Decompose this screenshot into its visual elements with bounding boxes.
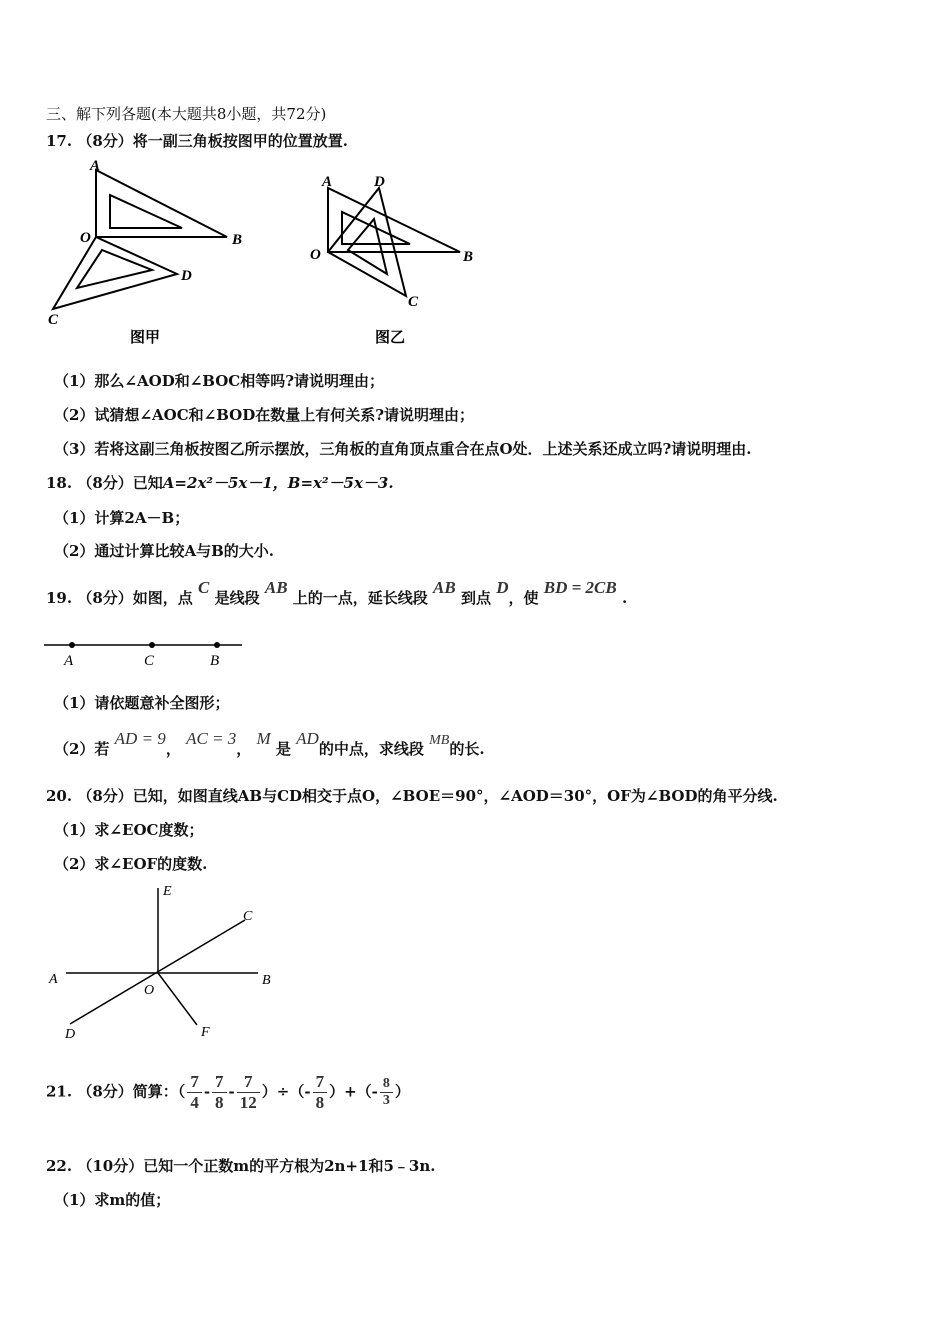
operator: ）+（- (329, 1082, 378, 1101)
text-segment: 上的一点，延长线段 (292, 589, 428, 607)
q20-part-2: （2）求∠EOF的度数. (54, 855, 208, 873)
question-22 (46, 1155, 435, 1176)
label-O: O (310, 247, 321, 263)
fraction-7-12 (237, 1072, 260, 1113)
figure-caption: 图乙 (375, 330, 406, 346)
numerator: 8 (380, 1076, 393, 1093)
math-M: M (256, 729, 271, 748)
math-BD-2CB: BD = 2CB (543, 578, 617, 597)
question-17 (46, 130, 348, 151)
fraction-7-8 (212, 1072, 227, 1113)
question-number: 20. (46, 787, 73, 805)
label-C: C (243, 909, 253, 924)
label-A: A (64, 653, 74, 669)
question-score: （8分） (77, 132, 133, 150)
label-D: D (65, 1027, 76, 1042)
question-number: 22. (46, 1157, 73, 1175)
numerator: 7 (187, 1072, 202, 1093)
denominator: 12 (239, 1093, 257, 1112)
section-title: 三、解下列各题(本大题共8小题，共72分) (46, 105, 327, 123)
numerator: 7 (237, 1072, 260, 1093)
question-21 (46, 1072, 410, 1113)
question-score: （8分） (77, 474, 133, 492)
q19-part-1: （1）请依题意补全图形； (54, 694, 230, 712)
text-segment: 到点 (460, 589, 491, 607)
question-score: （8分） (77, 1082, 133, 1101)
question-number: 17. (46, 132, 73, 150)
math-C: C (198, 578, 210, 597)
text-segment: 是线段 (214, 589, 260, 607)
question-20 (46, 785, 778, 806)
question-number: 19. (46, 589, 73, 607)
fraction-7-8 (313, 1072, 328, 1113)
math-AB: AB (264, 578, 288, 597)
paren: （ (177, 1082, 186, 1101)
math-D: D (496, 578, 509, 597)
label-C: C (408, 294, 419, 310)
question-text: 简算： (132, 1082, 178, 1101)
formula: A=2x²－5x－1，B=x²－5x－3. (162, 474, 394, 492)
fraction-7-4 (187, 1072, 202, 1113)
figure-jia (40, 150, 260, 350)
question-score: （8分） (77, 787, 133, 805)
denominator: 4 (190, 1093, 199, 1112)
label-D: D (181, 268, 192, 284)
question-score: （10分） (77, 1157, 144, 1175)
question-18 (46, 472, 394, 493)
label-B: B (210, 653, 220, 669)
figure-caption: 图甲 (130, 330, 161, 346)
q17-part-3: （3）若将这副三角板按图乙所示摆放，三角板的直角顶点重合在点O处．上述关系还成立吗?请说明理由. (54, 440, 752, 458)
fraction-8-3 (380, 1076, 393, 1109)
q20-part-1: （1）求∠EOC度数； (54, 821, 204, 839)
q18-part-1: （1）计算2A－B； (54, 509, 190, 527)
text-segment: . (621, 589, 628, 607)
text-segment: 的长. (449, 740, 485, 758)
q18-part-2: （2）通过计算比较A与B的大小. (54, 542, 274, 560)
math-AD: AD (296, 729, 319, 748)
label-C: C (144, 653, 155, 669)
numerator: 7 (313, 1072, 328, 1093)
operator: - (203, 1082, 211, 1101)
label-O: O (144, 983, 155, 998)
paren: ） (394, 1082, 410, 1101)
label-F: F (201, 1025, 210, 1040)
question-number: 21. (46, 1082, 73, 1101)
q17-part-1: （1）那么∠AOD和∠BOC相等吗?请说明理由； (54, 372, 385, 390)
question-text: 已知，如图直线AB与CD相交于点O，∠BOE＝90°，∠AOD＝30°，OF为∠BOD的角平分线. (132, 787, 778, 805)
label-O: O (80, 230, 91, 246)
operator: - (228, 1082, 235, 1101)
label-A: A (322, 174, 333, 190)
math-AD-9: AD = 9 (114, 729, 166, 748)
q17-part-2: （2）试猜想∠AOC和∠BOD在数量上有何关系?请说明理由； (54, 406, 475, 424)
text-segment: （2）若 (54, 740, 110, 758)
label-C: C (48, 312, 59, 328)
numerator: 7 (212, 1072, 227, 1093)
math-MB: MB (429, 733, 450, 748)
text-segment: 是 (275, 740, 291, 758)
question-score: （8分） (77, 589, 133, 607)
question-number: 18. (46, 474, 73, 492)
question-19 (46, 578, 628, 608)
text-segment: ， (165, 740, 181, 758)
label-B: B (262, 973, 271, 988)
math-AC-3: AC = 3 (186, 729, 237, 748)
label-D: D (374, 174, 385, 190)
text-segment: 的中点，求线段 (318, 740, 424, 758)
denominator: 8 (215, 1093, 224, 1112)
question-text: 将一副三角板按图甲的位置放置. (132, 132, 349, 150)
figure-yi (300, 165, 500, 350)
denominator: 3 (382, 1093, 390, 1108)
text-segment: 如图，点 (132, 589, 193, 607)
question-text: 已知 (132, 474, 163, 492)
text-segment: ， (236, 740, 252, 758)
q22-part-1: （1）求m的值； (54, 1191, 171, 1209)
label-E: E (163, 884, 172, 899)
figure-intersecting-lines (40, 880, 290, 1045)
label-B: B (232, 232, 243, 248)
denominator: 8 (315, 1093, 325, 1112)
text-segment: ，使 (508, 589, 539, 607)
figure-segment (44, 635, 244, 670)
label-A: A (90, 158, 101, 174)
label-A: A (49, 972, 58, 987)
q19-part-2 (54, 729, 485, 759)
question-text: 已知一个正数m的平方根为2n+1和5﹣3n. (143, 1157, 436, 1175)
label-B: B (463, 249, 474, 265)
math-AB: AB (433, 578, 456, 597)
operator: ）÷（- (261, 1082, 311, 1101)
